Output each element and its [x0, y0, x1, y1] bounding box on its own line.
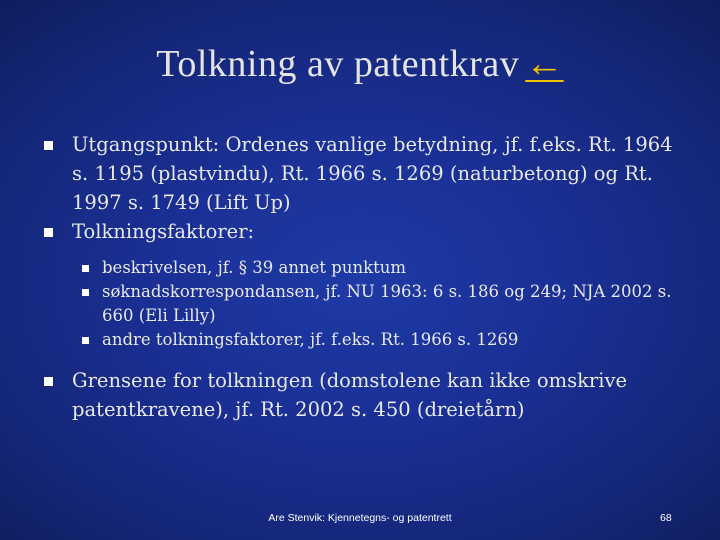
slide-title-text: Tolkning av patentkrav: [156, 43, 520, 85]
sub-bullet-item: [40, 328, 680, 352]
footer-text: Are Stenvik: Kjennetegns- og patentrett: [268, 512, 452, 524]
bullet-item: [40, 366, 680, 424]
sub-bullet-item: [40, 256, 680, 280]
sub-bullet-text: søknadskorrespondansen, jf. NU 1963: 6 s. 186 og 249; NJA 2002 s. 660 (Eli Lilly): [102, 282, 672, 325]
bullet-text: Utgangspunkt: Ordenes vanlige betydning, jf. f.eks. Rt. 1964 s. 1195 (plastvindu), Rt. 1966 s. 1269 (naturbetong) og Rt. 1997 s. 1749 (Lift Up): [72, 133, 673, 214]
bullet-item: [40, 217, 680, 246]
square-bullet-icon: [82, 289, 89, 296]
square-bullet-icon: [44, 228, 53, 237]
back-arrow-link[interactable]: ←: [525, 43, 564, 85]
square-bullet-icon: [82, 265, 89, 272]
sub-bullet-text: andre tolkningsfaktorer, jf. f.eks. Rt. 1966 s. 1269: [102, 330, 519, 349]
square-bullet-icon: [44, 377, 53, 386]
bullet-list: [40, 130, 680, 424]
slide-title: [0, 42, 720, 86]
bullet-text: Grensene for tolkningen (domstolene kan ikke omskrive patentkravene), jf. Rt. 2002 s. 450 (dreietårn): [72, 369, 628, 421]
square-bullet-icon: [82, 337, 89, 344]
square-bullet-icon: [44, 141, 53, 150]
bullet-item: [40, 130, 680, 217]
page-number: 68: [660, 512, 672, 524]
bullet-text: Tolkningsfaktorer:: [72, 220, 255, 243]
sub-bullet-item: [40, 280, 680, 328]
sub-bullet-text: beskrivelsen, jf. § 39 annet punktum: [102, 258, 406, 277]
